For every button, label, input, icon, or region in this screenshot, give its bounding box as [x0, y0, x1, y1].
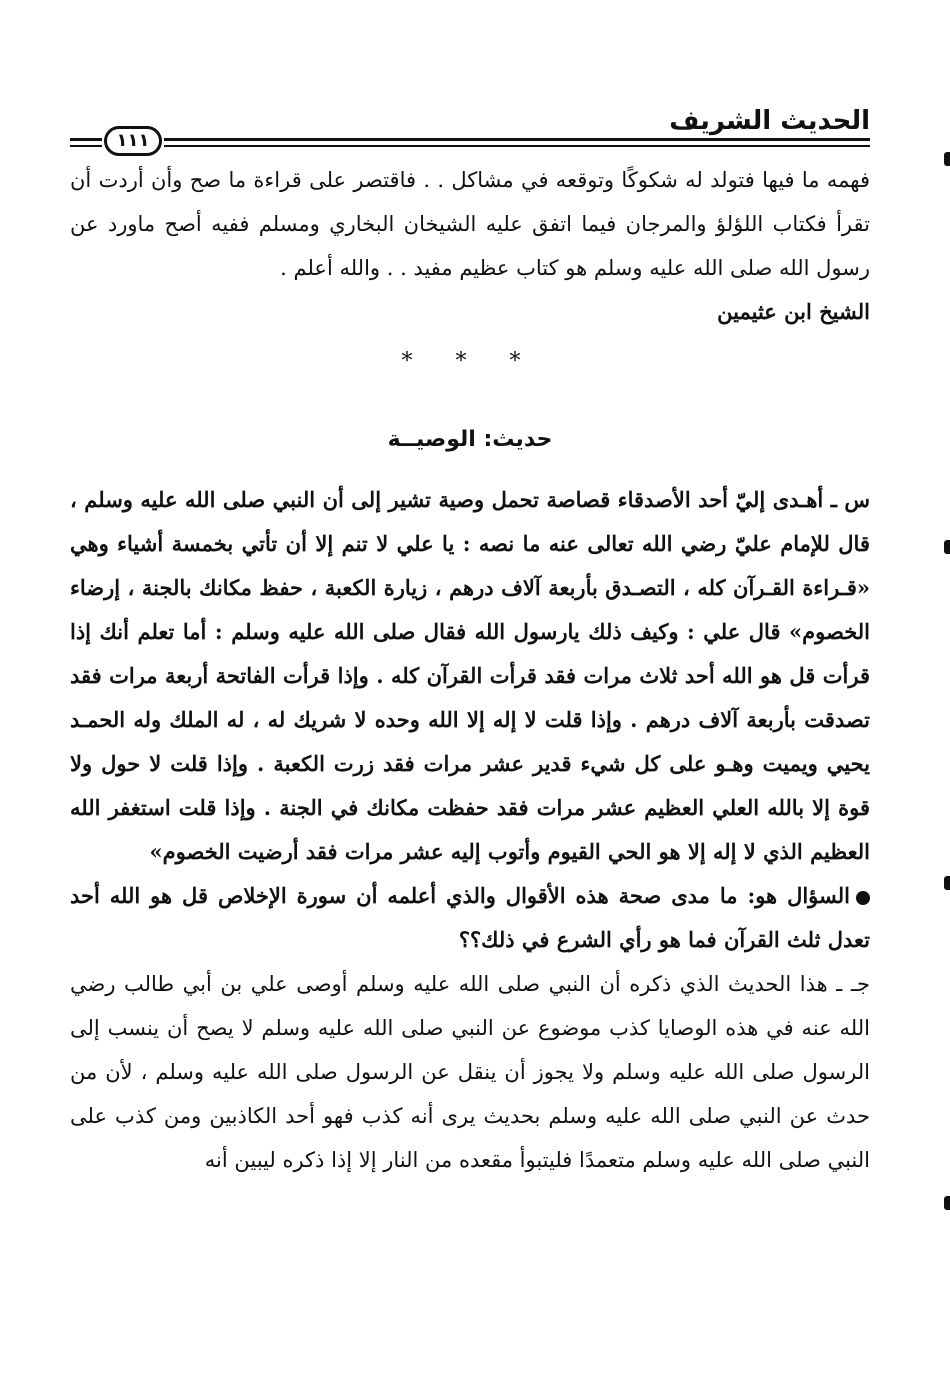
followup-question: [70, 874, 870, 962]
page-number: ١١١: [104, 126, 162, 156]
intro-paragraph: فهمه ما فيها فتولد له شكوكًا وتوقعه في مشاكل . . فاقتصر على قراءة ما صح وأن أردت أن تقرأ فكتاب اللؤلؤ والمرجان فيما اتفق عليه الشيخان البخاري ومسلم ففيه أصح ماورد عن رسول الله صلى الله عليه وسلم هو كتاب عظيم مفيد . . والله أعلم .: [70, 168, 870, 280]
followup-text: السؤال هو: ما مدى صحة هذه الأقوال والذي أعلمه أن سورة الإخلاص قل هو الله أحد تعدل ثلث القرآن فما هو رأي الشرع في ذلك؟؟: [70, 883, 870, 952]
header-rule: [164, 145, 870, 147]
scan-edge-mark: [944, 1196, 950, 1210]
question-paragraph: س ـ أهـدى إليّ أحد الأصدقاء قصاصة تحمل وصية تشير إلى أن النبي صلى الله عليه وسلم ، قال للإمام عليّ رضي الله تعالى عنه ما نصه : يا علي لا تنم إلا أن تأتي بخمسة أشياء وهي «قـراءة القـرآن كله ، التصـدق بأربعة آلاف درهم ، زيارة الكعبة ، حفظ مكانك بالجنة ، إرضاء الخصوم» قال علي : وكيف ذلك يارسول الله فقال صلى الله عليه وسلم : أما تعلم أنك إذا قرأت قل هو الله أحد ثلاث مرات فقد قرأت القرآن كله . وإذا قرأت الفاتحة أربعة مرات فقد تصدقت بأربعة آلاف درهم . وإذا قلت لا إله إلا الله وحده لا شريك له ، له الملك وله الحمـد يحيي ويميت وهـو على كل شيء قدير عشر مرات فقد زرت الكعبة . وإذا قلت لا حول ولا قوة إلا بالله العلي العظيم عشر مرات فقد حفظت مكانك في الجنة . وإذا قلت استغفر الله العظيم الذي لا إله إلا هو الحي القيوم وأتوب إليه عشر مرات فقد أرضيت الخصوم»: [70, 487, 870, 864]
header-rule: [70, 138, 102, 141]
header-rule: [70, 145, 102, 147]
answer-paragraph: جـ ـ هذا الحديث الذي ذكره أن النبي صلى الله عليه وسلم أوصى علي بن أبي طالب رضي الله عنه في هذه الوصايا كذب موضوع عن النبي صلى الله عليه وسلم لا يصح أن ينسب إلى الرسول صلى الله عليه وسلم ولا يجوز أن ينقل عن الرسول صلى الله عليه وسلم ، لأن من حدث عن النبي صلى الله عليه وسلم بحديث يرى أنه كذب فهو أحد الكاذبين ومن كذب على النبي صلى الله عليه وسلم متعمدًا فليتبوأ مقعده من النار إلا إذا ذكره ليبين أنه: [70, 972, 870, 1172]
running-title: الحديث الشريف: [669, 106, 870, 136]
scan-edge-mark: [944, 876, 950, 890]
header-rule: [164, 138, 870, 141]
bullet-icon: [856, 891, 870, 905]
signature: الشيخ ابن عثيمين: [717, 299, 870, 324]
page-header: [70, 100, 870, 158]
scan-edge-mark: [944, 152, 950, 166]
section-title: حديث: الوصيــة: [387, 427, 553, 452]
section-separator: * * *: [401, 349, 539, 374]
scan-edge-mark: [944, 540, 950, 554]
book-page: [70, 100, 870, 1182]
